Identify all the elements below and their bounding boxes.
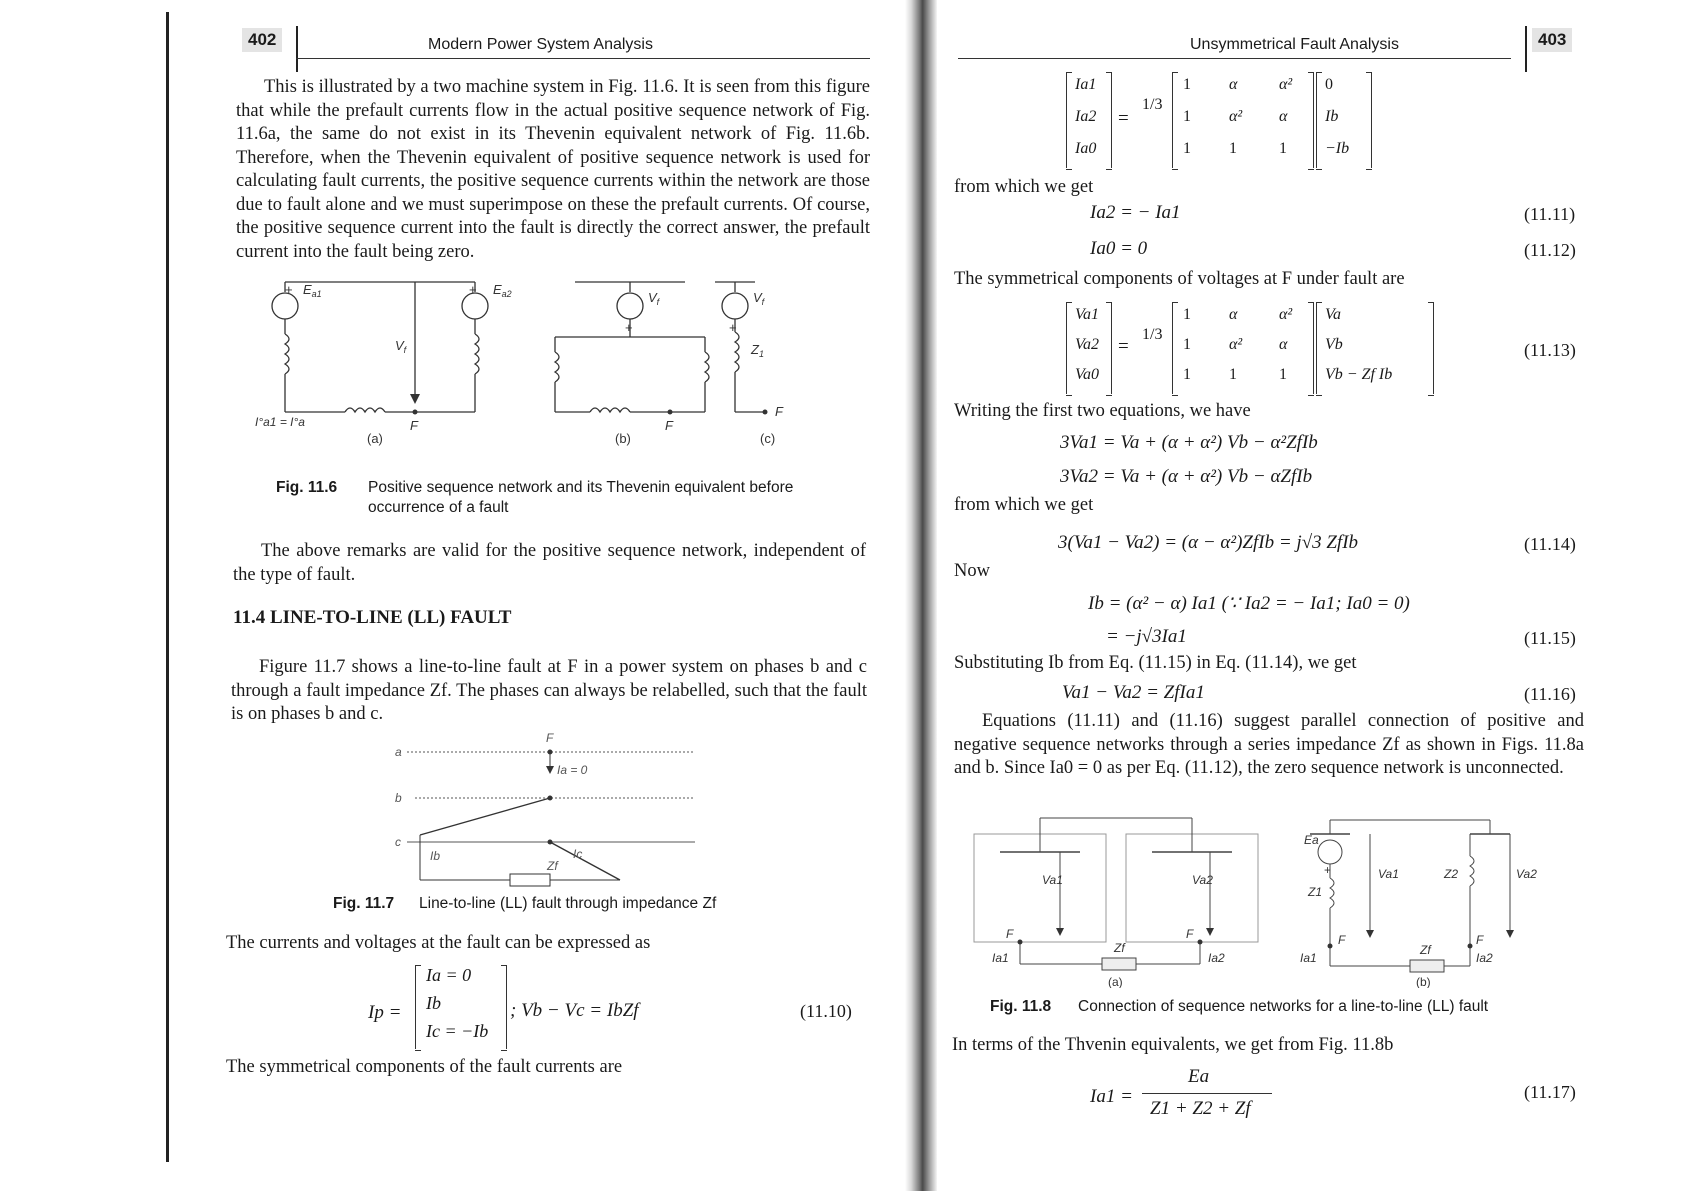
svg-text:F: F — [1338, 933, 1346, 947]
matrix-1-alpha: 1 α α² 1 α² α 1 1 1 — [1172, 72, 1314, 168]
eq-11-15-number: (11.15) — [1524, 628, 1576, 648]
page-number: 402 — [242, 28, 282, 52]
svg-text:Zf: Zf — [1420, 943, 1431, 957]
left-page: 402 Modern Power System Analysis This is illustrated by a two machine system in Fig. 11.6. It is seen from this figure that while the prefault currents flow in the actual positive sequence network of Fig. 11.6a, the same do not exist in its Thevenin equivalent network of Fig. 11.6b. Therefore, when the Thevenin equivalent of positive sequence network is used for calculating fault currents, the positive sequence currents within the network are those due to fault alone and we must superimpose on these the prefault currents. Of course, the positive sequence current into the fault is directly the correct answer, the prefault current into the fault being zero. $E_{a1}$ $E_{a2}$ $V_f$ $V_f$ $V_f$ $Z_1$ F F F I°a1 = I°a + + + + (a) (b) (c) Fig. 11.6 Positive sequence network and its Thevenin equivalent before occurrence of a fault The above remarks are valid for the positive sequence network, independent of the type of fault. 11.4 LINE-TO-LINE (LL) FAULT Figure 11.7 shows a line-to-line fault at F in a power system on phases b and c through a fault impedance Zf. The phases can always be relabelled, such that the fault is on phases b and c. a b c F Ia = 0 Ib Zf Ic Fig. 11.7 Line-to-line (LL) fault through impedance Zf The currents and voltages at the fault can be expressed as Ip = Ia = 0 Ib Ic = −Ib ; Vb − Vc = IbZf (11.10) The symmetrical components of the fault currents are — [0, 0, 920, 1191]
eq-11-13-number: (11.13) — [1524, 340, 1576, 360]
svg-text:Zf: Zf — [547, 859, 558, 873]
text-thevenin: In terms of the Thvenin equivalents, we get from Fig. 11.8b — [952, 1035, 1394, 1055]
svg-text:F: F — [665, 418, 673, 433]
fraction-third-2: 1/3 — [1142, 326, 1163, 343]
svg-text:F: F — [775, 404, 783, 419]
eq-11-14: 3(Va1 − Va2) = (α − α²)ZfIb = j√3 ZfIb — [1058, 532, 1359, 553]
svg-text:F: F — [1186, 927, 1194, 941]
paragraph-4: The currents and voltages at the fault can be expressed as — [226, 933, 651, 953]
header-title: Unsymmetrical Fault Analysis — [1190, 36, 1399, 53]
svg-text:F: F — [410, 418, 418, 433]
fraction-third: 1/3 — [1142, 96, 1163, 113]
svg-text:F: F — [1006, 927, 1014, 941]
svg-text:F: F — [546, 731, 554, 745]
paragraph-7: Equations (11.11) and (11.16) suggest parallel connection of positive and negative sequence networks through a series impedance Zf as shown in Figs. 11.8a and b. Since Ia0 = 0 as per Eq. (11.12), the zero sequence network is unconnected. — [954, 711, 1584, 778]
running-header — [296, 36, 870, 59]
svg-text:b: b — [395, 791, 402, 805]
header-title: Modern Power System Analysis — [428, 36, 653, 53]
eq-11-12: Ia0 = 0 — [1090, 238, 1148, 259]
matrix-2-alpha: 1 α α² 1 α² α 1 1 1 — [1172, 302, 1314, 394]
paragraph-5: The symmetrical components of the fault currents are — [226, 1057, 623, 1077]
svg-text:a: a — [395, 745, 402, 759]
svg-text:Ia1: Ia1 — [992, 951, 1009, 965]
paragraph-2: The above remarks are valid for the positive sequence network, independent of the type of fault. — [233, 541, 866, 585]
eq-11-15a: Ib = (α² − α) Ia1 (∵ Ia2 = − Ia1; Ia0 = 0) — [1088, 593, 1410, 614]
svg-text:Ea2: $E_{a2}$ — [493, 282, 512, 299]
eq-11-10-lhs: Ip = — [368, 1002, 402, 1023]
eq-11-12-number: (11.12) — [1524, 240, 1576, 260]
svg-text:Ea1: $E_{a1}$ — [303, 282, 322, 299]
svg-text:Ia2: Ia2 — [1208, 951, 1225, 965]
svg-text:Vf: $V_f$ — [648, 290, 660, 307]
matrix-1-rhs: 0 Ib −Ib — [1316, 72, 1372, 168]
eq-11-17-numerator: Ea — [1188, 1066, 1210, 1087]
svg-text:Va1: Va1 — [1378, 867, 1399, 881]
matrix-1-lhs: Ia1 Ia2 Ia0 — [1066, 72, 1112, 168]
text-substituting: Substituting Ib from Eq. (11.15) in Eq. (11.14), we get — [954, 653, 1357, 673]
svg-text:Vf: $V_f$ — [395, 338, 407, 355]
fraction-bar — [1142, 1093, 1272, 1094]
svg-text:+: + — [285, 282, 293, 297]
svg-text:I°a1 = I°a: I°a1 = I°a — [255, 415, 305, 429]
svg-text:Ic: Ic — [573, 847, 583, 861]
eq-11-16: Va1 − Va2 = ZfIa1 — [1062, 682, 1205, 703]
svg-text:(a): (a) — [367, 431, 383, 446]
svg-text:Ib: Ib — [430, 849, 441, 863]
svg-text:Zf: Zf — [1114, 941, 1125, 955]
text-writing-first: Writing the first two equations, we have — [954, 401, 1251, 421]
paragraph-1: This is illustrated by a two machine system in Fig. 11.6. It is seen from this figure that while the prefault currents flow in the actual positive sequence network of Fig. 11.6a, the same do not exist in its Thevenin equivalent network of Fig. 11.6b. Therefore, when the Thevenin equivalent of positive sequence network is used for calculating fault currents, the positive sequence currents within the network are those due to fault alone and we must superimpose on these the prefault currents. Of course, the positive sequence current into the fault is directly the correct answer, the prefault current into the fault being zero. — [236, 77, 870, 262]
svg-text:Z1: $Z_1$ — [751, 342, 764, 359]
running-header — [958, 36, 1511, 59]
svg-text:Va2: Va2 — [1516, 867, 1537, 881]
svg-text:Z2: Z2 — [1444, 867, 1459, 881]
matrix-2-rhs: Va Vb Vb − Zf Ib — [1316, 302, 1434, 394]
svg-text:(b): (b) — [1416, 975, 1431, 988]
svg-text:+: + — [469, 282, 477, 297]
eq-11-17-lhs: Ia1 = — [1090, 1086, 1133, 1107]
svg-text:(a): (a) — [1108, 975, 1123, 988]
eq-3va2: 3Va2 = Va + (α + α²) Vb − αZfIb — [1060, 466, 1313, 487]
eq-11-10-number: (11.10) — [800, 1001, 852, 1021]
eq-11-14-number: (11.14) — [1524, 534, 1576, 554]
svg-text:Ia2: Ia2 — [1476, 951, 1493, 965]
text-symmetrical-voltages: The symmetrical components of voltages at F under fault are — [954, 269, 1405, 289]
svg-text:c: c — [395, 835, 401, 849]
svg-text:+: + — [625, 320, 633, 335]
eq-11-10-rhs: ; Vb − Vc = IbZf — [510, 1000, 639, 1021]
section-title: 11.4 LINE-TO-LINE (LL) FAULT — [233, 607, 512, 628]
svg-text:Ea: Ea — [1304, 833, 1319, 847]
right-page: Unsymmetrical Fault Analysis 403 Ia1 Ia2 Ia0 = 1/3 1 α α² 1 α² α 1 1 1 0 Ib −Ib from which we get Ia2 = − Ia1 (11.11) Ia0 = 0 (11.12) The symmetrical components of voltages at F under fault are Va1 Va2 Va0 = 1/3 1 α α² 1 α² α 1 1 1 Va Vb Vb − Zf Ib (11.13) Writing the first two equations, we have 3Va1 = Va + (α + α²) Vb − α²ZfIb 3Va2 = Va + (α + α²) Vb − αZfIb from which we get 3(Va1 − Va2) = (α − α²)ZfIb = j√3 ZfIb (11.14) Now Ib = (α² − α) Ia1 (∵ Ia2 = − Ia1; Ia0 = 0) = −j√3Ia1 (11.15) Substituting Ib from Eq. (11.15) in Eq. (11.14), we get Va1 − Va2 = ZfIa1 (11.16) Equations (11.11) and (11.16) suggest parallel connection of positive and negative sequence networks through a series impedance Zf as shown in Figs. 11.8a and b. Since Ia0 = 0 as per Eq. (11.12), the zero sequence network is unconnected. Va1 Va2 F F Ia1 Ia2 Zf Ea Z1 Z2 Va1 Va2 F F Ia1 Ia2 Zf + (a) (b) Fig. 11.8 Connection of sequence networks for a line-to-line (LL) fault In terms of the Thvenin equivalents, we get from Fig. 11.8b Ia1 = Ea Z1 + Z2 + Zf (11.17) — [920, 0, 1684, 1191]
eq-11-10-matrix: Ia = 0 Ib Ic = −Ib — [415, 965, 507, 1049]
svg-text:Vf: $V_f$ — [753, 290, 765, 307]
svg-text:Ia1: Ia1 — [1300, 951, 1317, 965]
eq-11-11: Ia2 = − Ia1 — [1090, 202, 1181, 223]
matrix-2-lhs: Va1 Va2 Va0 — [1066, 302, 1112, 394]
page-number: 403 — [1532, 28, 1572, 52]
paragraph-3: Figure 11.7 shows a line-to-line fault at F in a power system on phases b and c through a fault impedance Zf. The phases can always be relabelled, such that the fault is on phases b and c. — [231, 657, 867, 724]
text-now: Now — [954, 561, 990, 581]
eq-11-17-denominator: Z1 + Z2 + Zf — [1150, 1098, 1251, 1119]
svg-text:+: + — [729, 320, 737, 335]
svg-text:Ia = 0: Ia = 0 — [557, 763, 588, 777]
eq-11-16-number: (11.16) — [1524, 684, 1576, 704]
figure-11-8 — [970, 816, 1570, 988]
svg-text:Va1: Va1 — [1042, 873, 1063, 887]
svg-text:Z1: Z1 — [1308, 885, 1323, 899]
eq-3va1: 3Va1 = Va + (α + α²) Vb − α²ZfIb — [1060, 432, 1318, 453]
text-from-which-1: from which we get — [954, 177, 1094, 197]
header-tick — [1525, 26, 1527, 72]
eq-11-15b: = −j√3Ia1 — [1106, 626, 1187, 647]
svg-text:+: + — [1324, 863, 1332, 877]
eq-11-11-number: (11.11) — [1524, 204, 1576, 224]
figure-11-7 — [395, 730, 705, 890]
svg-text:(c): (c) — [760, 431, 776, 446]
svg-text:Va2: Va2 — [1192, 873, 1213, 887]
eq-11-17-number: (11.17) — [1524, 1082, 1576, 1102]
svg-text:(b): (b) — [615, 431, 631, 446]
figure-11-6 — [255, 272, 855, 457]
svg-text:F: F — [1476, 933, 1484, 947]
text-from-which-2: from which we get — [954, 495, 1094, 515]
